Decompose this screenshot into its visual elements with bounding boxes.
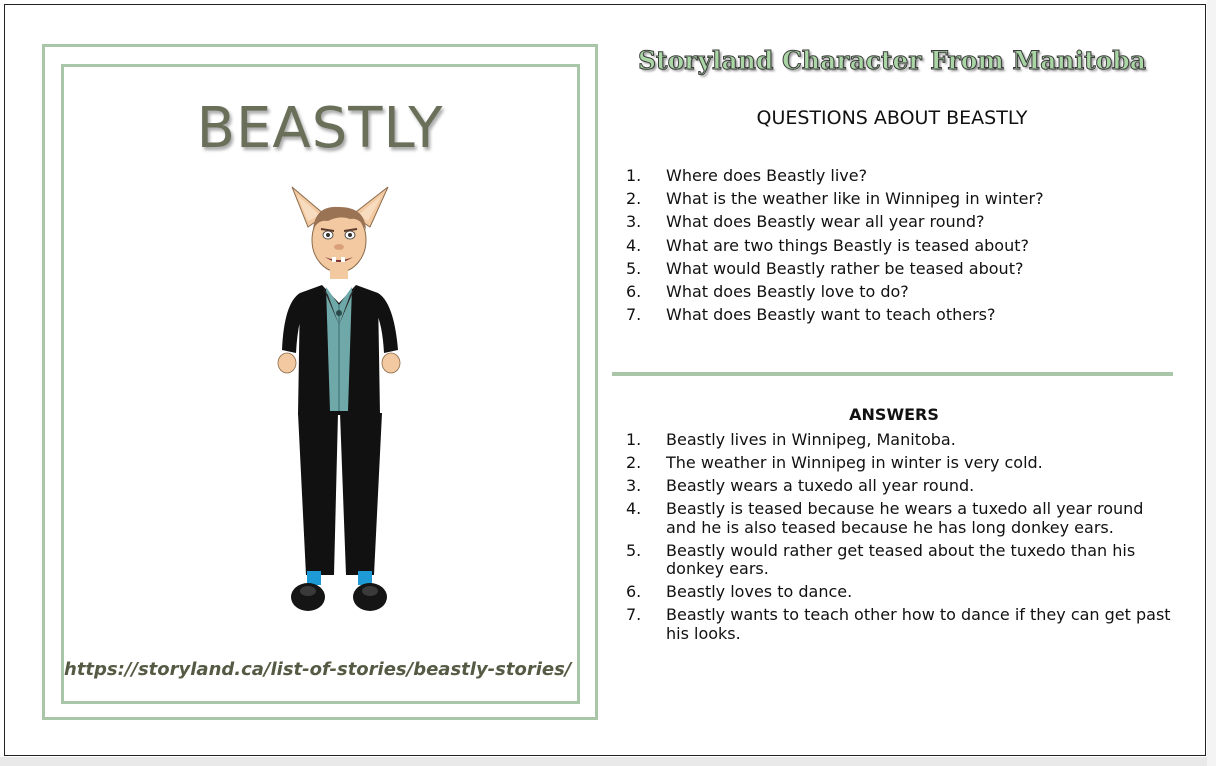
answer-text: Beastly loves to dance. — [666, 582, 853, 601]
questions-list — [626, 165, 1171, 327]
answer-item — [626, 583, 1171, 602]
answer-item — [626, 454, 1171, 473]
answer-text: Beastly wears a tuxedo all year round. — [666, 476, 975, 495]
answer-number: 6. — [626, 582, 642, 601]
questions-heading: QUESTIONS ABOUT BEASTLY — [756, 107, 1028, 129]
answer-number: 5. — [626, 540, 642, 560]
question-item — [626, 258, 1171, 281]
question-text: What does Beastly want to teach others? — [666, 305, 996, 325]
question-number: 4. — [626, 235, 642, 255]
source-url-link[interactable]: https://storyland.ca/list-of-stories/beastly-stories/ — [64, 659, 572, 680]
window-bottom-band — [0, 757, 1216, 766]
question-number: 2. — [626, 189, 642, 209]
question-item — [626, 235, 1171, 258]
question-text: Where does Beastly live? — [666, 166, 868, 185]
question-text: What would Beastly rather be teased about? — [666, 258, 1024, 278]
left-hand — [278, 353, 296, 373]
answers-list — [626, 431, 1171, 648]
answer-number: 4. — [626, 499, 642, 518]
answers-heading: ANSWERS — [849, 405, 939, 424]
question-item — [626, 165, 1171, 188]
answer-text: Beastly is teased because he wears a tuxedo all year round and he is also teased because he has long donkey ears. — [666, 499, 1144, 537]
question-number: 5. — [626, 258, 642, 278]
answer-item — [626, 606, 1171, 643]
question-text: What is the weather like in Winnipeg in winter? — [666, 189, 1044, 209]
answer-item — [626, 542, 1171, 579]
answer-text: The weather in Winnipeg in winter is very cold. — [666, 453, 1043, 472]
question-item — [626, 281, 1171, 304]
answer-number: 3. — [626, 476, 642, 495]
answer-item — [626, 500, 1171, 537]
question-item — [626, 304, 1171, 327]
answer-number: 7. — [626, 605, 642, 624]
answer-text: Beastly wants to teach other how to dance if they can get past his looks. — [666, 605, 1171, 643]
window-right-strip — [1207, 0, 1216, 766]
question-number: 7. — [626, 305, 642, 325]
question-text: What does Beastly love to do? — [666, 281, 909, 301]
right-sock — [358, 571, 372, 585]
left-leg — [298, 413, 338, 575]
right-leg — [340, 413, 382, 575]
question-text: What does Beastly wear all year round? — [666, 212, 985, 232]
question-text: What are two things Beastly is teased about? — [666, 235, 1029, 255]
answer-text: Beastly lives in Winnipeg, Manitoba. — [666, 430, 956, 449]
answer-item — [626, 477, 1171, 496]
character-name-title: BEASTLY — [196, 96, 444, 161]
answer-item — [626, 431, 1171, 450]
question-number: 3. — [626, 212, 642, 232]
right-hand — [382, 353, 400, 373]
left-sock — [307, 571, 321, 585]
beastly-illustration — [270, 185, 410, 620]
question-item — [626, 211, 1171, 234]
section-divider — [612, 372, 1173, 376]
answer-number: 1. — [626, 430, 642, 449]
question-number: 1. — [626, 166, 642, 185]
answer-text: Beastly would rather get teased about the tuxedo than his donkey ears. — [666, 540, 1136, 578]
banner-title: Storyland Character From Manitoba — [638, 46, 1146, 75]
question-item — [626, 188, 1171, 211]
answer-number: 2. — [626, 453, 642, 472]
question-number: 6. — [626, 281, 642, 301]
